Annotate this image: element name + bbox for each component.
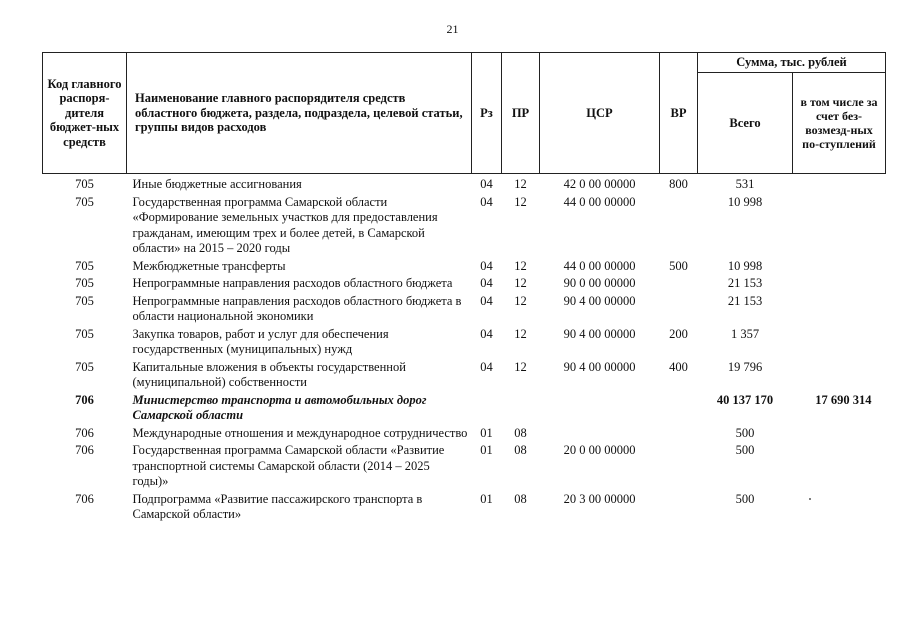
cell-code: 705 — [75, 276, 94, 290]
cell-vr: 400 — [669, 359, 688, 374]
cell-vr — [660, 275, 698, 293]
cell-rz: 01 — [480, 425, 493, 440]
header-name: Наименование главного распорядителя средств областного бюджета, раздела, подраздела, целевой статьи, группы видов расходов — [127, 53, 472, 174]
cell-vr — [660, 442, 698, 491]
table-row — [43, 275, 886, 293]
cell-csr: 90 4 00 00000 — [563, 326, 636, 341]
table-header — [43, 53, 886, 174]
cell-free — [793, 359, 886, 392]
cell-name: Подпрограмма «Развитие пассажирского транспорта в Самарской области» — [132, 491, 423, 521]
cell-vr: 500 — [669, 258, 688, 273]
cell-rz: 04 — [480, 194, 493, 209]
cell-name: Капитальные вложения в объекты государственной (муниципальной) собственности — [132, 359, 406, 389]
cell-free — [793, 194, 886, 258]
cell-name: Межбюджетные трансферты — [132, 258, 286, 273]
cell-free — [793, 326, 886, 359]
speck-mark — [809, 498, 811, 500]
table-row — [43, 194, 886, 258]
table-row — [43, 293, 886, 326]
cell-rz: 01 — [480, 491, 493, 506]
cell-csr: 90 4 00 00000 — [563, 359, 636, 374]
cell-pr: 12 — [514, 326, 527, 341]
cell-pr: 12 — [514, 177, 527, 191]
cell-code: 706 — [75, 425, 94, 440]
cell-csr: 90 4 00 00000 — [563, 293, 636, 308]
table-row — [43, 442, 886, 491]
cell-free — [793, 491, 886, 524]
cell-pr: 12 — [514, 258, 527, 273]
cell-code: 706 — [75, 443, 94, 457]
cell-total: 10 998 — [727, 194, 763, 209]
cell-rz: 04 — [480, 359, 493, 374]
cell-code: 705 — [75, 359, 94, 374]
cell-code: 705 — [75, 177, 94, 191]
cell-total: 40 137 170 — [716, 392, 774, 407]
cell-pr: 08 — [514, 425, 527, 440]
cell-vr: 800 — [669, 177, 688, 191]
cell-csr: 20 3 00 00000 — [563, 491, 636, 506]
cell-csr: 44 0 00 00000 — [563, 258, 636, 273]
cell-total: 21 153 — [727, 293, 763, 308]
cell-vr — [660, 293, 698, 326]
cell-total: 500 — [735, 425, 755, 440]
cell-total: 1 357 — [730, 326, 760, 341]
cell-pr: 08 — [514, 443, 527, 457]
table-row — [43, 174, 886, 194]
table-row — [43, 258, 886, 276]
header-sum: Сумма, тыс. рублей — [698, 53, 886, 73]
cell-pr: 12 — [514, 276, 527, 290]
cell-code: 706 — [75, 491, 94, 506]
table-row — [43, 491, 886, 524]
cell-total: 10 998 — [727, 258, 763, 273]
cell-free — [793, 442, 886, 491]
cell-name: Государственная программа Самарской области «Развитие транспортной системы Самарской области (2014 – 2025 годы)» — [132, 443, 445, 488]
cell-pr: 08 — [514, 491, 527, 506]
cell-csr: 42 0 00 00000 — [563, 177, 636, 191]
header-free: в том числе за счет без-возмезд-ных по-ступлений — [793, 73, 886, 174]
cell-vr — [660, 425, 698, 443]
cell-rz: 04 — [480, 177, 493, 191]
cell-pr: 12 — [514, 293, 527, 308]
cell-total: 21 153 — [727, 276, 763, 290]
cell-rz: 04 — [480, 258, 493, 273]
cell-csr — [540, 392, 660, 425]
cell-free — [793, 425, 886, 443]
cell-name: Непрограммные направления расходов областного бюджета в области национальной экономики — [132, 293, 462, 323]
table-row — [43, 425, 886, 443]
cell-rz: 04 — [480, 276, 493, 290]
cell-csr: 20 0 00 00000 — [563, 443, 636, 457]
table-row — [43, 392, 886, 425]
header-code: Код главного распоря-дителя бюджет-ных средств — [43, 53, 127, 174]
table-row — [43, 326, 886, 359]
cell-free: 17 690 314 — [815, 392, 872, 407]
cell-pr: 12 — [514, 359, 527, 374]
cell-code: 705 — [75, 194, 94, 209]
header-rz: Рз — [472, 53, 502, 174]
cell-total: 19 796 — [727, 359, 763, 374]
cell-name: Непрограммные направления расходов областного бюджета — [132, 276, 453, 290]
cell-free — [793, 174, 886, 194]
cell-code: 706 — [75, 392, 94, 407]
cell-csr: 44 0 00 00000 — [563, 194, 636, 209]
cell-code: 705 — [75, 326, 94, 341]
cell-free — [793, 293, 886, 326]
cell-vr — [660, 194, 698, 258]
page-number: 21 — [446, 22, 459, 36]
cell-total: 500 — [735, 491, 755, 506]
cell-total: 500 — [735, 443, 755, 457]
table-row — [43, 359, 886, 392]
header-total: Всего — [698, 73, 793, 174]
cell-rz — [472, 392, 502, 425]
cell-name: Международные отношения и международное сотрудничество — [132, 425, 468, 440]
budget-table — [42, 52, 886, 524]
header-vr: ВР — [660, 53, 698, 174]
table-body — [43, 174, 886, 524]
cell-csr: 90 0 00 00000 — [563, 276, 636, 290]
cell-pr — [502, 392, 540, 425]
cell-rz: 04 — [480, 326, 493, 341]
cell-total: 531 — [735, 177, 755, 191]
cell-rz: 01 — [480, 443, 493, 457]
cell-vr — [660, 392, 698, 425]
cell-name: Закупка товаров, работ и услуг для обеспечения государственных (муниципальных) нужд — [132, 326, 389, 356]
cell-pr: 12 — [514, 194, 527, 209]
cell-free — [793, 275, 886, 293]
cell-name: Государственная программа Самарской области «Формирование земельных участков для предоставления гражданам, имеющим трех и более детей, в Самарской области» на 2015 – 2020 годы — [132, 194, 438, 255]
cell-free — [793, 258, 886, 276]
cell-rz: 04 — [480, 293, 493, 308]
cell-vr: 200 — [669, 326, 688, 341]
cell-name: Министерство транспорта и автомобильных дорог Самарской области — [132, 392, 427, 422]
cell-csr — [540, 425, 660, 443]
header-csr: ЦСР — [540, 53, 660, 174]
cell-code: 705 — [75, 293, 94, 308]
cell-name: Иные бюджетные ассигнования — [132, 177, 302, 191]
cell-vr — [660, 491, 698, 524]
header-pr: ПР — [502, 53, 540, 174]
cell-code: 705 — [75, 258, 94, 273]
